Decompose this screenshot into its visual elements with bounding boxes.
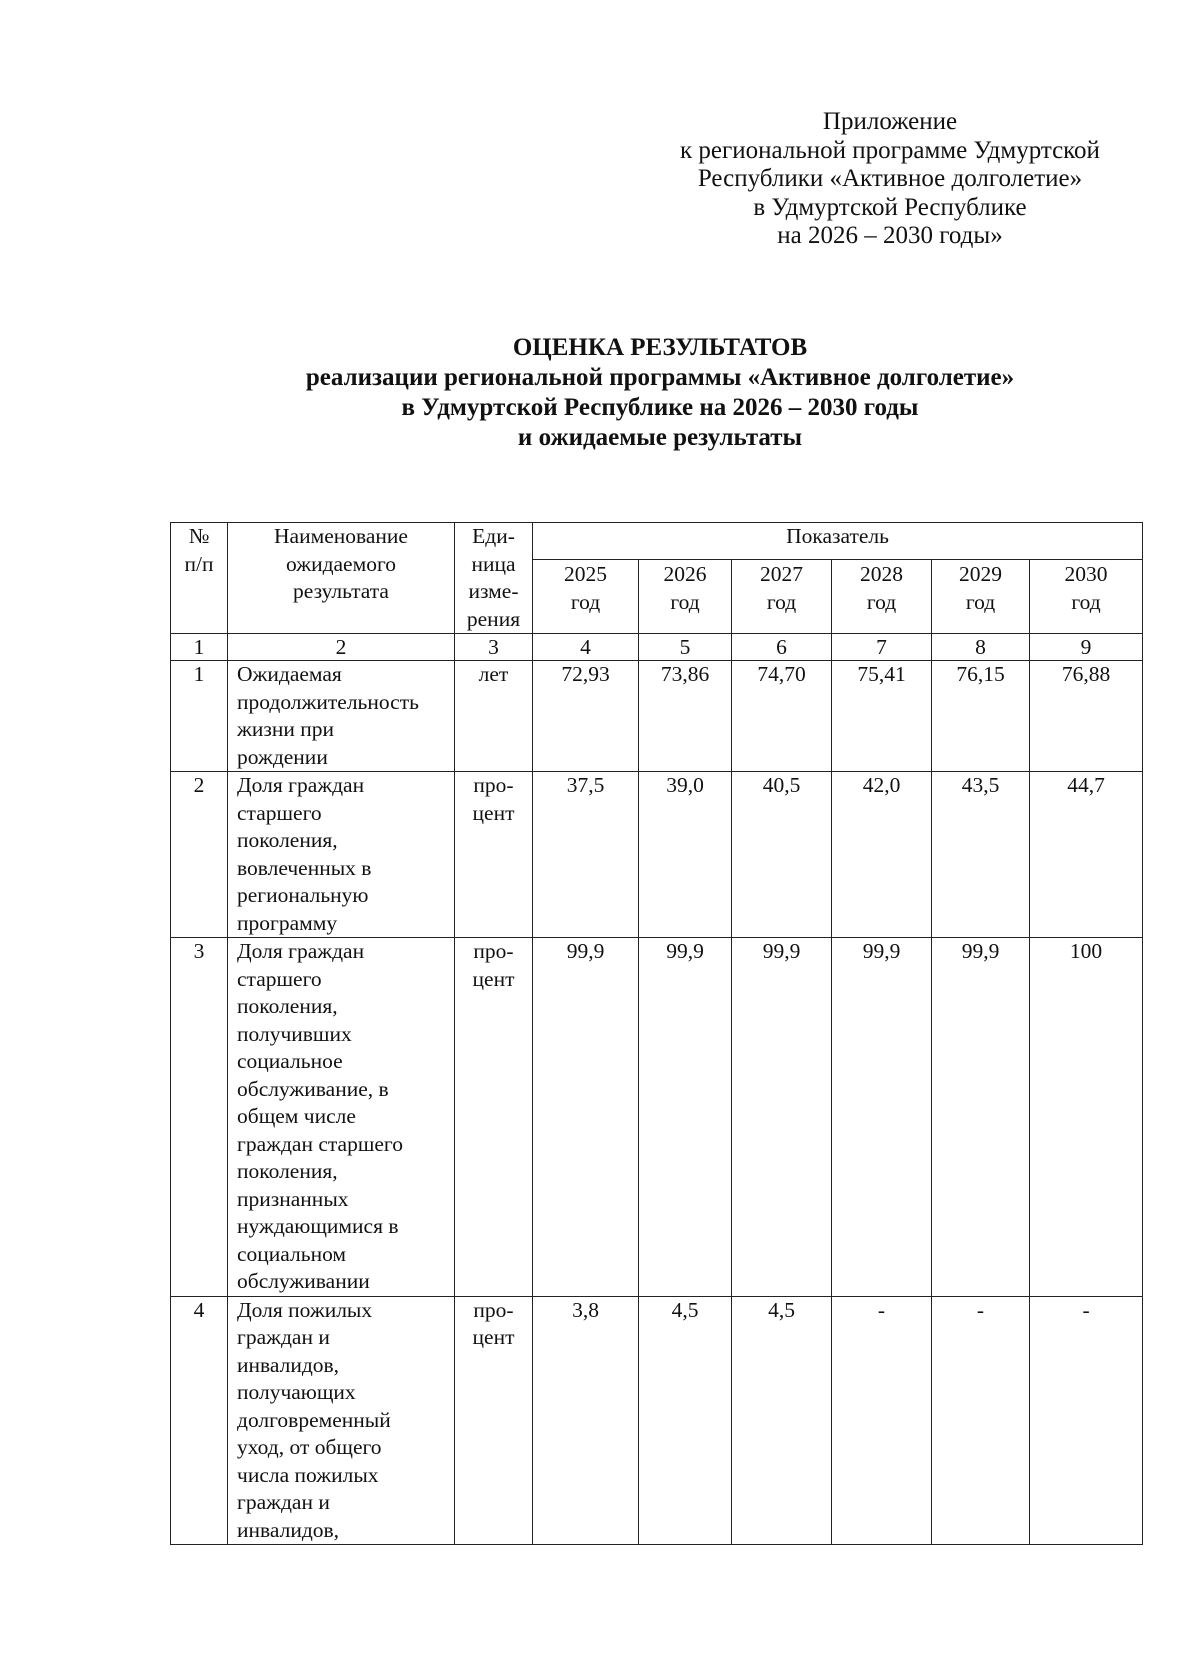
header-text: № — [188, 524, 210, 548]
name-line: уход, от общего — [237, 1435, 382, 1459]
header-text: Еди- — [472, 524, 515, 548]
header-text: рения — [466, 606, 521, 631]
header-year — [932, 560, 1030, 634]
value-cell: - — [1030, 1296, 1143, 1545]
annex-line: Республики «Активное долголетие» — [697, 165, 1083, 192]
unit-line: цент — [472, 1325, 515, 1349]
column-number: 1 — [171, 634, 228, 661]
year-value: 2028 — [860, 562, 903, 586]
value-cell: 100 — [1030, 938, 1143, 1297]
header-row — [171, 523, 1143, 560]
value-cell: 99,9 — [533, 938, 639, 1297]
name-line: числа пожилых — [237, 1462, 379, 1487]
value-cell: - — [832, 1296, 932, 1545]
value-cell: 76,88 — [1030, 661, 1143, 772]
header-text: результата — [293, 579, 389, 603]
value-cell: 99,9 — [932, 938, 1030, 1297]
value-cell: 4,5 — [732, 1296, 832, 1545]
value-cell: 3,8 — [533, 1296, 639, 1545]
name-line: получающих — [237, 1380, 356, 1404]
year-value: 2026 — [663, 562, 707, 586]
unit-line: про- — [473, 939, 514, 963]
year-value: 2030 — [1064, 562, 1108, 586]
header-text: ница — [471, 551, 516, 576]
annex-block — [640, 108, 1140, 251]
value-cell: 76,15 — [932, 661, 1030, 772]
name-line: старшего — [237, 800, 322, 825]
column-number: 4 — [533, 634, 639, 661]
name-line: инвалидов, — [237, 1352, 340, 1377]
year-unit: год — [965, 590, 996, 614]
table-row — [171, 1296, 1143, 1545]
name-line: получивших — [237, 1021, 352, 1046]
header-year — [832, 560, 932, 634]
column-number: 5 — [639, 634, 732, 661]
header-text: изме- — [468, 579, 519, 603]
year-value: 2027 — [760, 562, 803, 586]
name-line: социальном — [237, 1241, 347, 1266]
name-line: старшего — [237, 966, 322, 991]
name-line: обслуживании — [237, 1269, 370, 1293]
value-cell: 43,5 — [932, 772, 1030, 938]
name-line: жизни при — [237, 717, 335, 741]
value-cell: 42,0 — [832, 772, 932, 938]
row-number: 2 — [171, 772, 228, 938]
header-indicator: Показатель — [533, 523, 1143, 560]
name-line: долговременный — [237, 1407, 391, 1432]
year-unit: год — [866, 590, 897, 614]
name-line: продолжительность — [237, 689, 419, 714]
name-line: поколения, — [237, 1159, 338, 1183]
column-number: 3 — [455, 634, 533, 661]
title-line: и ожидаемые результаты — [517, 424, 803, 451]
name-line: программу — [237, 910, 338, 935]
name-line: рождении — [237, 744, 328, 769]
row-number: 3 — [171, 938, 228, 1297]
value-cell: 75,41 — [832, 661, 932, 772]
value-cell: 99,9 — [639, 938, 732, 1297]
name-line: поколения, — [237, 994, 338, 1018]
annex-line: к региональной программе Удмуртской — [680, 136, 1100, 164]
header-year — [639, 560, 732, 634]
title-line: в Удмуртской Республике на 2026 – 2030 годы — [401, 394, 919, 421]
unit-cell — [455, 661, 533, 772]
header-text: Наименование — [274, 524, 408, 548]
value-cell: 40,5 — [732, 772, 832, 938]
value-cell: 4,5 — [639, 1296, 732, 1545]
results-table — [170, 522, 1143, 1545]
value-cell: 74,70 — [732, 661, 832, 772]
value-cell: 72,93 — [533, 661, 639, 772]
header-year — [1030, 560, 1143, 634]
document-title — [180, 333, 1140, 453]
name-line: Доля граждан — [237, 773, 365, 797]
name-line: инвалидов, — [237, 1517, 340, 1542]
value-cell: 99,9 — [732, 938, 832, 1297]
header-text: ожидаемого — [286, 551, 396, 576]
name-line: Ожидаемая — [237, 662, 342, 686]
name-line: социальное — [237, 1049, 343, 1073]
name-line: Доля граждан — [237, 939, 365, 963]
header-text: п/п — [184, 551, 214, 576]
name-line: граждан и — [237, 1490, 330, 1514]
name-line: Доля пожилых — [237, 1297, 373, 1322]
value-cell: 99,9 — [832, 938, 932, 1297]
name-line: граждан и — [237, 1325, 330, 1349]
annex-line: Приложение — [822, 108, 958, 135]
column-number: 9 — [1030, 634, 1143, 661]
name-line: нуждающимися в — [237, 1214, 399, 1238]
name-line: обслуживание, в — [237, 1076, 389, 1101]
value-cell: 39,0 — [639, 772, 732, 938]
name-line: вовлеченных в — [237, 855, 372, 880]
year-value: 2025 — [564, 562, 607, 586]
name-line: граждан старшего — [237, 1131, 403, 1156]
title-line: реализации региональной программы «Активное долголетие» — [305, 364, 1015, 391]
header-name — [228, 523, 455, 634]
header-year — [533, 560, 639, 634]
header-year — [732, 560, 832, 634]
annex-line: в Удмуртской Республике — [753, 193, 1027, 221]
value-cell: 44,7 — [1030, 772, 1143, 938]
unit-line: про- — [473, 1297, 514, 1322]
unit-cell — [455, 938, 533, 1297]
value-cell: 73,86 — [639, 661, 732, 772]
table-row — [171, 661, 1143, 772]
result-name — [228, 938, 455, 1297]
row-number: 1 — [171, 661, 228, 772]
unit-line: цент — [472, 800, 515, 825]
table-row — [171, 938, 1143, 1297]
name-line: региональную — [237, 883, 369, 907]
year-unit: год — [766, 590, 797, 614]
year-unit: год — [1071, 590, 1101, 614]
row-number: 4 — [171, 1296, 228, 1545]
title-line: ОЦЕНКА РЕЗУЛЬТАТОВ — [512, 334, 808, 361]
name-line: общем числе — [237, 1104, 356, 1128]
name-line: поколения, — [237, 828, 338, 852]
unit-line: про- — [473, 773, 514, 797]
year-value: 2029 — [959, 562, 1002, 586]
result-name — [228, 661, 455, 772]
result-name — [228, 1296, 455, 1545]
column-number: 2 — [228, 634, 455, 661]
year-unit: год — [570, 590, 601, 614]
column-numbers-row — [171, 634, 1143, 661]
unit-line: цент — [472, 966, 515, 991]
year-unit: год — [670, 590, 700, 614]
column-number: 7 — [832, 634, 932, 661]
header-num — [171, 523, 228, 634]
name-line: признанных — [237, 1186, 349, 1211]
unit-line: лет — [478, 662, 509, 686]
column-number: 8 — [932, 634, 1030, 661]
annex-line: на 2026 – 2030 годы» — [777, 222, 1003, 249]
column-number: 6 — [732, 634, 832, 661]
value-cell: - — [932, 1296, 1030, 1545]
value-cell: 37,5 — [533, 772, 639, 938]
unit-cell — [455, 772, 533, 938]
header-unit — [455, 523, 533, 634]
result-name — [228, 772, 455, 938]
unit-cell — [455, 1296, 533, 1545]
table-row — [171, 772, 1143, 938]
